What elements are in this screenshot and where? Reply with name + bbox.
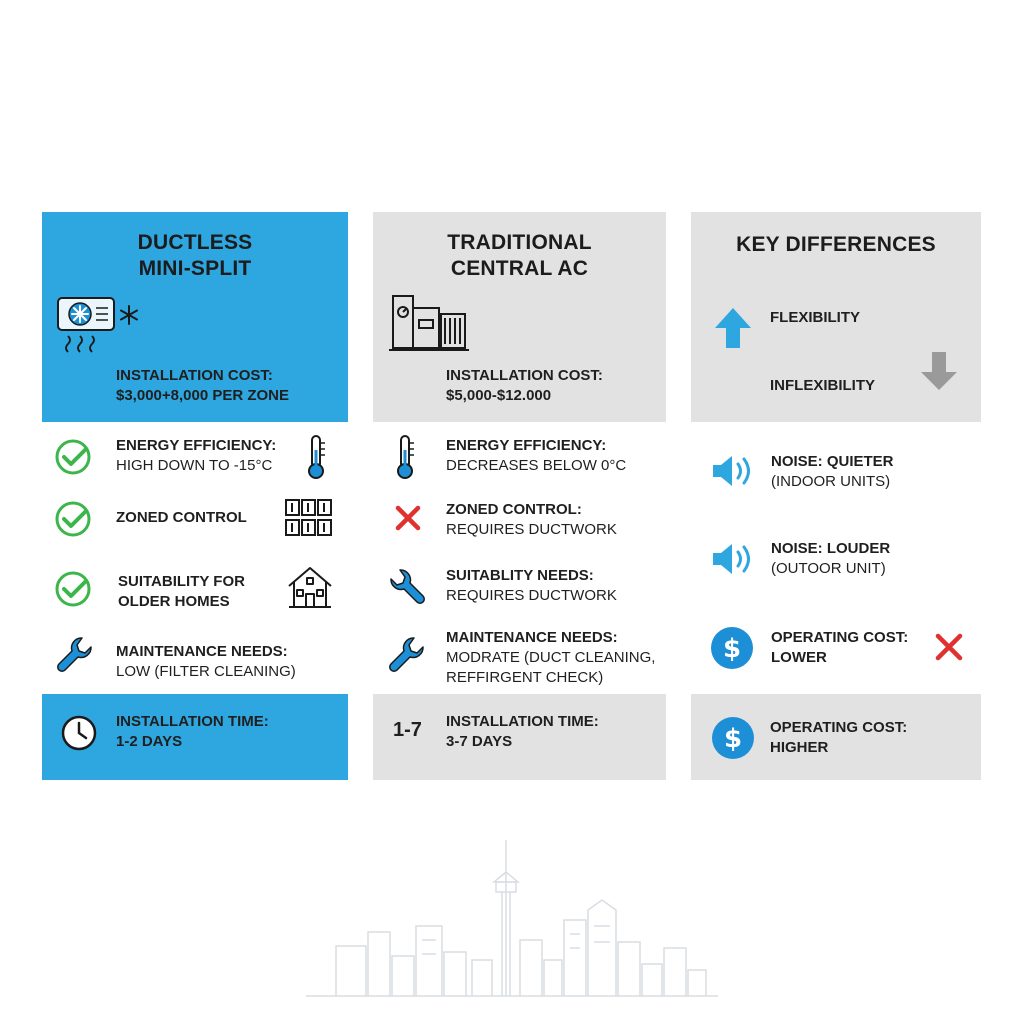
ductless-maintenance: MAINTENANCE NEEDS: LOW (FILTER CLEANING) <box>116 643 296 680</box>
thermometer-icon <box>393 434 417 480</box>
thermometer-icon <box>304 434 328 480</box>
cross-icon <box>394 504 422 532</box>
ductless-install-time: INSTALLATION TIME: 1-2 DAYS <box>116 713 269 750</box>
house-icon <box>286 564 334 610</box>
noise-quieter: NOISE: QUIETER (INDOOR UNITS) <box>771 453 894 490</box>
mini-split-unit-icon <box>56 296 116 354</box>
central-header-panel <box>373 212 666 422</box>
check-icon <box>54 500 92 538</box>
speaker-icon <box>710 540 754 578</box>
central-suitability: SUITABLITY NEEDS: REQUIRES DUCTWORK <box>446 567 617 604</box>
central-maintenance: MAINTENANCE NEEDS: MODRATE (DUCT CLEANING, REFFIRGENT CHECK) <box>446 629 656 686</box>
ductless-suitability: SUITABILITY FOR OLDER HOMES <box>118 573 245 610</box>
svg-text:$: $ <box>723 724 743 754</box>
ductless-zoned-control: ZONED CONTROL <box>116 509 247 526</box>
svg-text:$: $ <box>722 634 742 664</box>
central-zoned-control: ZONED CONTROL: REQUIRES DUCTWORK <box>446 501 617 538</box>
arrow-up-icon <box>713 306 753 350</box>
cross-icon <box>934 632 964 662</box>
speaker-icon <box>710 452 754 490</box>
ductless-title: DUCTLESS MINI-SPLIT <box>137 231 253 280</box>
city-skyline-icon <box>306 836 718 998</box>
wrench-icon <box>54 634 96 676</box>
inflexibility-label: INFLEXIBILITY <box>770 377 875 394</box>
central-ac-unit-icon <box>389 294 469 352</box>
flexibility-label: FLEXIBILITY <box>770 309 860 326</box>
zone-grid-icon <box>284 498 334 538</box>
operating-cost-lower: OPERATING COST: LOWER <box>771 629 909 666</box>
ductless-energy-efficiency: ENERGY EFFICIENCY: HIGH DOWN TO -15°C <box>116 437 277 474</box>
central-install-time: INSTALLATION TIME: 3-7 DAYS <box>446 713 599 750</box>
central-install-cost: INSTALLATION COST: $5,000-$12.000 <box>446 367 603 404</box>
noise-louder: NOISE: LOUDER (OUTOOR UNIT) <box>771 540 891 577</box>
operating-cost-higher: OPERATING COST: HIGHER <box>770 719 908 756</box>
wrench-icon <box>386 634 428 676</box>
central-install-time-prefix: 1-7 <box>393 719 422 741</box>
ductless-header-panel <box>42 212 348 422</box>
differences-header-panel <box>691 212 981 422</box>
check-icon <box>54 438 92 476</box>
arrow-down-icon <box>919 350 959 392</box>
wrench-icon <box>386 566 428 608</box>
snowflake-icon <box>118 304 140 326</box>
dollar-icon <box>711 716 755 760</box>
ductless-install-cost: INSTALLATION COST: $3,000+8,000 PER ZONE <box>116 367 290 404</box>
central-title: TRADITIONAL CENTRAL AC <box>447 231 592 280</box>
central-energy-efficiency: ENERGY EFFICIENCY: DECREASES BELOW 0°C <box>446 437 627 474</box>
check-icon <box>54 570 92 608</box>
central-install-time-panel <box>373 694 666 780</box>
differences-title: KEY DIFFERENCES <box>736 233 936 256</box>
ductless-install-time-panel <box>42 694 348 780</box>
differences-footer-panel <box>691 694 981 780</box>
clock-icon <box>60 714 98 752</box>
dollar-icon <box>710 626 754 670</box>
